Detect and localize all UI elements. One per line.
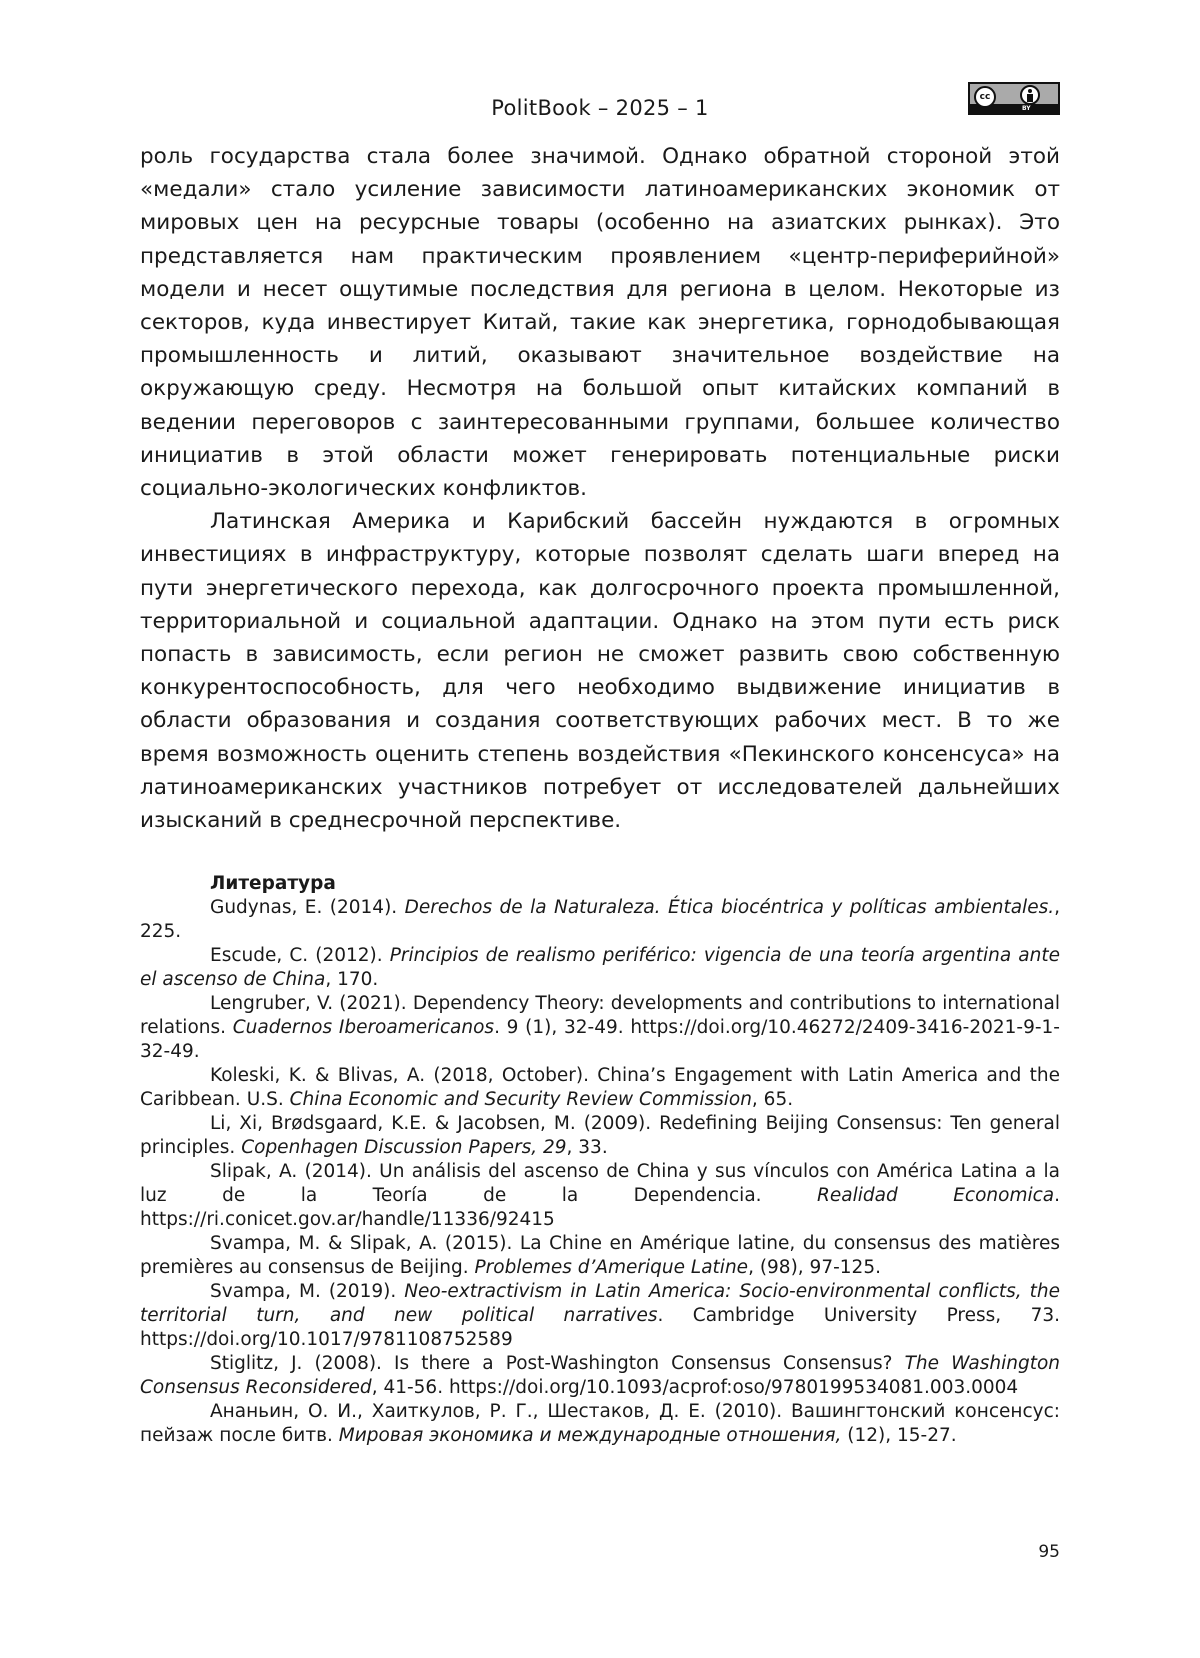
cc-by-license-icon[interactable] <box>968 82 1060 115</box>
reference-title: Principios de realismo periférico: vigencia de una teoría argentina ante el ascenso de China <box>140 945 1060 990</box>
reference-title: Problemes d’Amerique Latine <box>474 1257 749 1278</box>
page-number: 95 <box>1038 1542 1060 1562</box>
reference-text: Stiglitz, J. (2008). Is there a Post-Washington Consensus Consensus? <box>210 1353 905 1374</box>
reference-title: The Washington Consensus Reconsidered <box>140 1353 1060 1398</box>
reference-text: Li, Xi, Brødsgaard, K.E. & Jacobsen, M. (2009). Redefining Beijing Consensus: Ten general principles. <box>140 1113 1060 1158</box>
reference-details: , 33. <box>566 1137 608 1158</box>
journal-issue-title: PolitBook – 2025 – 1 <box>491 96 709 120</box>
reference-text: Lengruber, V. (2021). Dependency Theory: developments and contributions to international relations. <box>140 993 1060 1038</box>
reference-title: Мировая экономика и международные отношения, <box>338 1425 842 1446</box>
reference-details: (12), 15-27. <box>841 1425 957 1446</box>
reference-text: Svampa, M. & Slipak, A. (2015). La Chine en Amérique latine, du consensus des matières premières au consensus de Beijing. <box>140 1233 1060 1278</box>
reference-item <box>140 1160 1060 1232</box>
reference-text: Svampa, M. (2019). <box>210 1281 405 1302</box>
reference-item <box>140 944 1060 992</box>
cc-icon: cc <box>974 86 996 108</box>
references-list <box>140 896 1060 1448</box>
reference-details: , 225. <box>140 897 1060 942</box>
reference-item <box>140 1352 1060 1400</box>
reference-details: , (98), 97-125. <box>748 1257 881 1278</box>
references-heading: Литература <box>210 873 336 894</box>
attribution-icon <box>1020 85 1040 105</box>
reference-item <box>140 1232 1060 1280</box>
reference-title: Copenhagen Discussion Papers, 29 <box>241 1137 567 1158</box>
reference-item <box>140 1280 1060 1352</box>
body-paragraph: роль государства стала более значимой. Однако обратной стороной этой «медали» стало усиление зависимости латиноамериканских экономик от мировых цен на ресурсные товары (особенно на азиатских рынках). Это представляется нам практическим проявлением «центр-периферийной» модели и несет ощутимые последствия для региона в целом. Некоторые из секторов, куда инвестирует Китай, такие как энергетика, горнодобывающая промышленность и литий, оказывают значительное воздействие на окружающую среду. Несмотря на большой опыт китайских компаний в ведении переговоров с заинтересованными группами, большее количество инициатив в этой области может генерировать потенциальные риски социально-экологических конфликтов. <box>140 144 1060 502</box>
reference-details: . Cambridge University Press, 73. https://doi.org/10.1017/9781108752589 <box>140 1305 1060 1350</box>
reference-title: Neo-extractivism in Latin America: Socio-environmental conflicts, the territorial turn, and new political narratives <box>140 1281 1060 1326</box>
document-page <box>140 0 1060 1658</box>
reference-item <box>140 1064 1060 1112</box>
article-body <box>140 140 1060 837</box>
reference-text: Escude, C. (2012). <box>210 945 390 966</box>
reference-details: , 170. <box>325 969 379 990</box>
reference-details: , 41-56. https://doi.org/10.1093/acprof:oso/9780199534081.003.0004 <box>371 1377 1019 1398</box>
reference-item <box>140 1112 1060 1160</box>
reference-text: Ананьин, О. И., Хаиткулов, Р. Г., Шестаков, Д. Е. (2010). Вашингтонский консенсус: пейзаж после битв. <box>140 1401 1060 1446</box>
references-section <box>140 872 1060 1448</box>
reference-details: . 9 (1), 32-49. https://doi.org/10.46272/2409-3416-2021-9-1-32-49. <box>140 1017 1060 1062</box>
reference-text: Koleski, K. & Blivas, A. (2018, October). China’s Engagement with Latin America and the Caribbean. U.S. <box>140 1065 1060 1110</box>
reference-title: Cuadernos Iberoamericanos <box>232 1017 495 1038</box>
reference-text: Gudynas, E. (2014). <box>210 897 405 918</box>
reference-item <box>140 896 1060 944</box>
reference-title: Realidad Economica <box>817 1185 1055 1206</box>
by-label: BY <box>1022 105 1031 112</box>
reference-text: Slipak, A. (2014). Un análisis del ascenso de China y sus vínculos con América Latina a la luz de la Teoría de la Dependencia. <box>140 1161 1060 1206</box>
reference-item <box>140 992 1060 1064</box>
reference-details: . https://ri.conicet.gov.ar/handle/11336/92415 <box>140 1185 1060 1230</box>
reference-details: , 65. <box>751 1089 794 1110</box>
reference-title: China Economic and Security Review Commission <box>289 1089 752 1110</box>
reference-title: Derechos de la Naturaleza. Ética biocéntrica y políticas ambientales. <box>404 897 1055 918</box>
body-paragraph: Латинская Америка и Карибский бассейн нуждаются в огромных инвестициях в инфраструктуру, которые позволят сделать шаги вперед на пути энергетического перехода, как долгосрочного проекта промышленной, территориальной и социальной адаптации. Однако на этом пути есть риск попасть в зависимость, если регион не сможет развить свою собственную конкурентоспособность, для чего необходимо выдвижение инициатив в области образования и создания соответствующих рабочих мест. В то же время возможность оценить степень воздействия «Пекинского консенсуса» на латиноамериканских участников потребует от исследователей дальнейших изысканий в среднесрочной перспективе. <box>140 509 1060 834</box>
reference-item <box>140 1400 1060 1448</box>
page-header <box>140 92 1060 126</box>
